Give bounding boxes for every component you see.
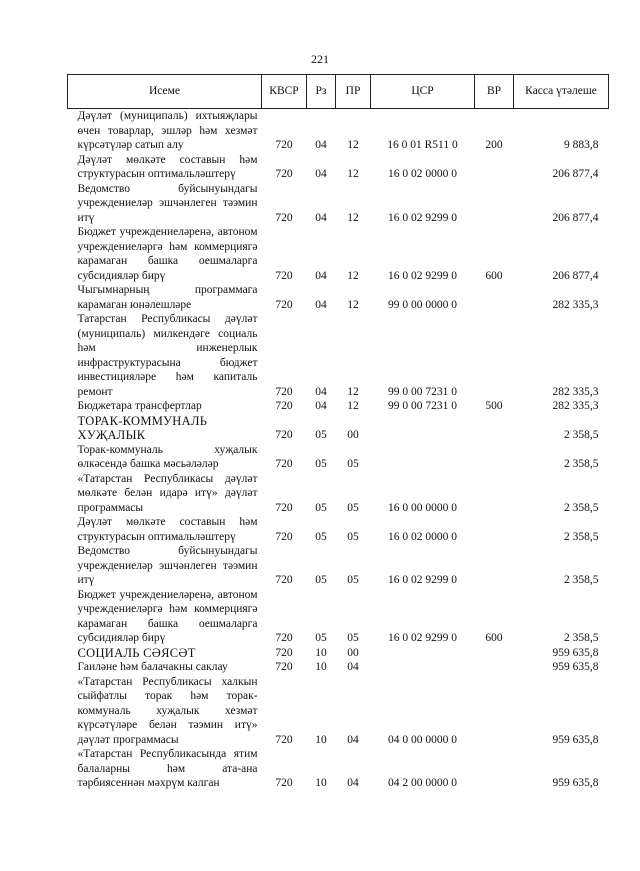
cell-kassa: 206 877,4 — [552, 168, 599, 180]
cell-name: Дәүләт (муниципаль) ихтыяҗлары өчен товарлар, эшләр һәм хезмәт күрсәтүләр сатып алу — [77, 110, 258, 151]
cell-vr — [475, 747, 514, 791]
cell-rz: 05 — [315, 574, 327, 586]
cell-name: Ведомство буйсынуындагы учреждениеләр эшчәнлеген тәэмин итү — [77, 545, 258, 586]
cell-vr — [475, 443, 514, 472]
header-csr: ЦСР — [371, 75, 475, 109]
cell-csr: 04 2 00 0000 0 — [388, 777, 457, 789]
cell-kassa: 2 358,5 — [564, 574, 599, 586]
table-row — [68, 588, 609, 646]
cell-pr: 12 — [347, 400, 359, 412]
cell-csr: 16 0 02 9299 0 — [388, 269, 457, 282]
cell-kassa: 9 883,8 — [564, 139, 599, 151]
cell-pr: 05 — [347, 501, 359, 514]
cell-name: Бюджетара трансфертлар — [77, 400, 202, 412]
cell-csr — [371, 414, 475, 443]
cell-vr: 500 — [485, 400, 503, 412]
cell-vr — [475, 646, 514, 661]
cell-csr — [371, 646, 475, 661]
cell-kassa: 2 358,5 — [564, 530, 599, 543]
cell-vr — [475, 675, 514, 748]
cell-vr — [475, 182, 514, 226]
table-row — [68, 399, 609, 414]
cell-kvsr: 720 — [275, 530, 293, 543]
cell-kvsr: 720 — [275, 632, 293, 644]
cell-rz: 04 — [315, 269, 327, 282]
cell-kvsr: 720 — [275, 298, 293, 311]
cell-kvsr: 720 — [275, 168, 293, 180]
table-header-row — [68, 75, 609, 109]
table-row — [68, 544, 609, 588]
cell-csr: 99 0 00 7231 0 — [388, 385, 457, 398]
cell-vr — [475, 283, 514, 312]
cell-pr: 05 — [347, 574, 359, 586]
page-number: 221 — [311, 52, 329, 66]
cell-pr: 04 — [347, 661, 359, 673]
table-row — [68, 747, 609, 791]
cell-kvsr: 720 — [275, 574, 293, 586]
cell-csr: 16 0 02 9299 0 — [388, 574, 457, 586]
cell-vr — [475, 414, 514, 443]
table-row — [68, 646, 609, 661]
cell-pr: 12 — [347, 211, 359, 224]
cell-csr: 16 0 02 0000 0 — [388, 168, 457, 180]
cell-rz: 04 — [315, 168, 327, 180]
cell-csr: 99 0 00 0000 0 — [388, 298, 457, 311]
cell-vr — [475, 312, 514, 399]
cell-pr: 00 — [347, 646, 359, 659]
cell-vr — [475, 544, 514, 588]
cell-pr: 04 — [347, 777, 359, 789]
cell-name: Ведомство буйсынуындагы учреждениеләр эшчәнлеген тәэмин итү — [77, 182, 258, 224]
cell-kassa: 2 358,5 — [564, 632, 599, 644]
cell-kassa: 206 877,4 — [552, 269, 599, 282]
cell-pr: 04 — [347, 733, 359, 746]
header-kassa: Касса үтәлеше — [514, 75, 609, 109]
cell-vr — [475, 153, 514, 182]
table-row — [68, 675, 609, 748]
cell-pr: 05 — [347, 458, 359, 470]
cell-pr: 12 — [347, 139, 359, 151]
cell-rz: 10 — [315, 646, 327, 659]
cell-csr — [371, 443, 475, 472]
header-kvsr: КВСР — [262, 75, 307, 109]
table-row — [68, 660, 609, 675]
cell-kvsr: 720 — [275, 777, 293, 789]
cell-pr: 12 — [347, 269, 359, 282]
table-row — [68, 443, 609, 472]
cell-name: Татарстан Республикасы дәүләт (муниципаль) милкендәге социаль һәм инженерлык инфраструктурасына бюджет инвестицияләре һәм капиталь ремонт — [77, 313, 258, 398]
cell-kvsr: 720 — [275, 733, 293, 746]
cell-kvsr: 720 — [275, 458, 293, 470]
cell-kassa: 282 335,3 — [552, 385, 599, 398]
cell-pr: 12 — [347, 168, 359, 180]
cell-vr — [475, 472, 514, 516]
cell-name: «Татарстан Республикасы халкын сыйфатлы торак һәм торак-коммуналь хуҗалык хезмәт күрсәтүләре белән тәэмин итү» дәүләт программасы — [77, 675, 258, 746]
cell-kvsr: 720 — [275, 661, 293, 673]
cell-kassa: 282 335,3 — [552, 298, 599, 311]
cell-name: Бюджет учреждениеләренә, автоном учреждениеләргә һәм коммерциягә карамаган башка оешмаларга субсидияләр бирү — [77, 226, 258, 282]
cell-pr: 05 — [347, 632, 359, 644]
cell-pr: 00 — [347, 429, 359, 441]
table-row — [68, 225, 609, 283]
cell-kvsr: 720 — [275, 429, 293, 441]
cell-vr: 600 — [485, 632, 503, 644]
cell-csr: 16 0 02 9299 0 — [388, 632, 457, 644]
cell-name: Гаиләне һәм балачакны саклау — [77, 661, 228, 673]
cell-vr: 600 — [485, 269, 503, 282]
cell-name: «Татарстан Республикасында ятим балаларны һәм ата-ана тәрбиясеннән мәхрүм калган — [77, 748, 258, 789]
cell-pr: 12 — [347, 298, 359, 311]
cell-csr: 16 0 02 0000 0 — [388, 530, 457, 543]
cell-kvsr: 720 — [275, 646, 293, 659]
table-row — [68, 312, 609, 399]
cell-rz: 04 — [315, 385, 327, 398]
cell-csr: 16 0 01 R511 0 — [387, 139, 458, 151]
cell-csr: 04 0 00 0000 0 — [388, 733, 457, 746]
cell-csr: 16 0 02 9299 0 — [388, 211, 457, 224]
header-rz: Рз — [307, 75, 336, 109]
budget-table — [67, 74, 609, 791]
cell-csr: 16 0 00 0000 0 — [388, 501, 457, 514]
cell-rz: 05 — [315, 632, 327, 644]
cell-kvsr: 720 — [275, 211, 293, 224]
cell-kassa: 2 358,5 — [564, 429, 599, 441]
cell-rz: 05 — [315, 429, 327, 441]
cell-kassa: 206 877,4 — [552, 211, 599, 224]
cell-name: ТОРАК-КОММУНАЛЬ ХУҖАЛЫК — [77, 413, 208, 442]
table-body — [68, 109, 609, 791]
header-pr: ПР — [336, 75, 371, 109]
cell-kvsr: 720 — [275, 385, 293, 398]
cell-rz: 04 — [315, 298, 327, 311]
cell-vr — [475, 515, 514, 544]
cell-kassa: 282 335,3 — [552, 400, 599, 412]
cell-kassa: 959 635,8 — [552, 661, 599, 673]
cell-name: Бюджет учреждениеләренә, автоном учреждениеләргә һәм коммерциягә карамаган башка оешмаларга субсидияләр бирү — [77, 588, 258, 644]
table-row — [68, 182, 609, 226]
cell-rz: 04 — [315, 139, 327, 151]
table-row — [68, 283, 609, 312]
cell-name: Торак-коммуналь хуҗалык өлкәсендә башка мәсьәләләр — [77, 443, 258, 470]
cell-rz: 10 — [315, 777, 327, 789]
header-name: Исеме — [68, 75, 262, 109]
cell-kvsr: 720 — [275, 400, 293, 412]
cell-vr — [475, 660, 514, 675]
cell-name: Чыгымнарның программага карамаган юнәлешләре — [77, 284, 258, 311]
cell-rz: 10 — [315, 733, 327, 746]
cell-rz: 04 — [315, 400, 327, 412]
cell-rz: 05 — [315, 458, 327, 470]
cell-vr: 200 — [485, 139, 503, 151]
cell-kassa: 959 635,8 — [552, 777, 599, 789]
cell-pr: 12 — [347, 385, 359, 398]
cell-kassa: 959 635,8 — [552, 733, 599, 746]
cell-csr — [371, 660, 475, 675]
cell-pr: 05 — [347, 530, 359, 543]
cell-kvsr: 720 — [275, 501, 293, 514]
cell-kvsr: 720 — [275, 269, 293, 282]
table-row — [68, 515, 609, 544]
cell-name: Дәүләт мөлкәте составын һәм структурасын оптимальләштерү — [77, 516, 258, 543]
table-row — [68, 153, 609, 182]
header-vr: ВР — [475, 75, 514, 109]
cell-rz: 05 — [315, 530, 327, 543]
cell-rz: 04 — [315, 211, 327, 224]
cell-name: «Татарстан Республикасы дәүләт мөлкәте белән идарә итү» дәүләт программасы — [77, 472, 258, 514]
table-row — [68, 414, 609, 443]
cell-name: СОЦИАЛЬ СӘЯСӘТ — [77, 645, 196, 660]
table-row — [68, 472, 609, 516]
table-row — [68, 109, 609, 153]
cell-kvsr: 720 — [275, 139, 293, 151]
cell-kassa: 959 635,8 — [552, 646, 599, 659]
cell-rz: 05 — [315, 501, 327, 514]
cell-name: Дәүләт мөлкәте составын һәм структурасын оптимальләштерү — [77, 153, 258, 180]
cell-kassa: 2 358,5 — [564, 458, 599, 470]
cell-kassa: 2 358,5 — [564, 501, 599, 514]
cell-rz: 10 — [315, 661, 327, 673]
cell-csr: 99 0 00 7231 0 — [388, 400, 457, 412]
